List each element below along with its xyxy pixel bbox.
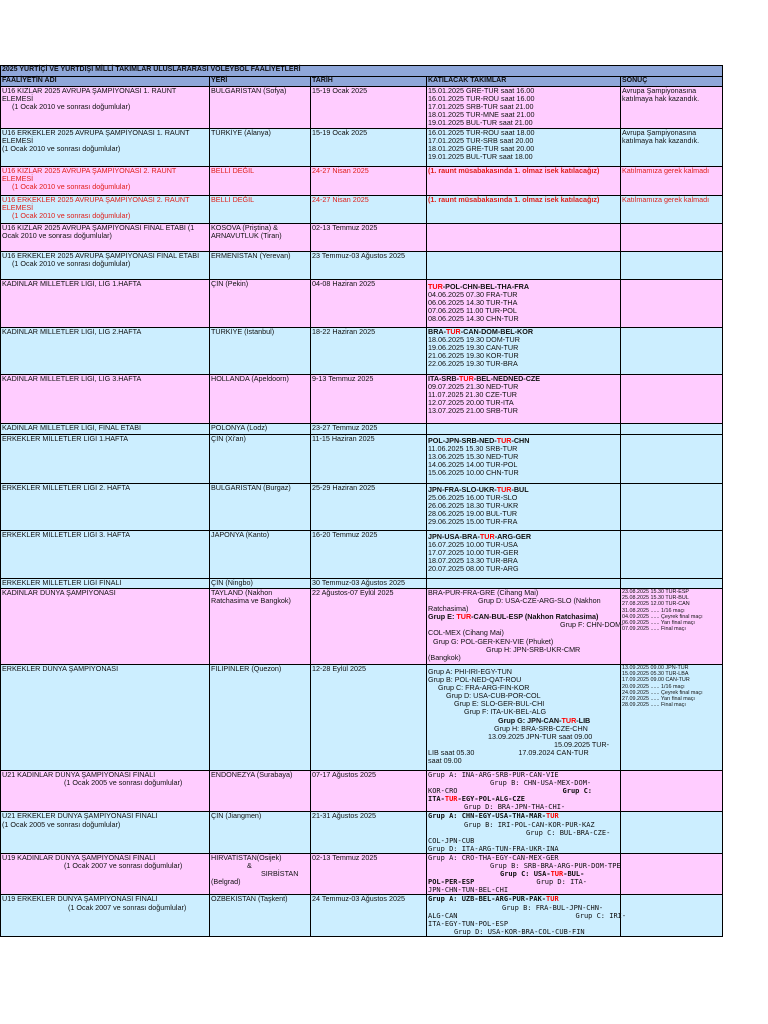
date-cell: 11-15 Haziran 2025 xyxy=(311,435,427,484)
teams-cell xyxy=(427,328,621,375)
table-row xyxy=(1,853,723,894)
schedule-line: 31.08.2025 ...... 1/16 maçı xyxy=(622,607,685,614)
result-cell xyxy=(621,328,723,375)
table-row xyxy=(1,435,723,484)
schedule-line: 07.09.2025 ...... Final maçı xyxy=(622,626,686,633)
table-row xyxy=(1,895,723,937)
group-line: Grup A: UZB-BEL-ARG-PUR-PAK-TUR xyxy=(428,895,559,904)
date-cell: 18-22 Haziran 2025 xyxy=(311,328,427,375)
match-line: 26.06.2025 18.30 TUR-UKR xyxy=(428,501,519,511)
result-cell: Avrupa Şampiyonasına katılmaya hak kazandık. xyxy=(621,129,723,167)
place-cell: ERMENİSTAN (Yerevan) xyxy=(210,252,311,280)
place-cell: ÇİN (Pekin) xyxy=(210,280,311,328)
tur-highlight: TUR xyxy=(496,436,512,445)
header-result: SONUÇ xyxy=(621,77,723,87)
date-cell: 24 Temmuz-03 Ağustos 2025 xyxy=(311,895,427,937)
event-name: U16 ERKEKLER 2025 AVRUPA ŞAMPİYONASI 1. RAUNT ELEMESİ xyxy=(2,128,190,146)
place-cell: BELLİ DEĞİL xyxy=(210,196,311,224)
group-line: Grup A: PHI-IRI-EGY-TUN xyxy=(428,667,513,676)
header-date: TARİH xyxy=(311,77,427,87)
group-line: 15.09.2025 TUR- xyxy=(554,739,610,749)
teams-heading-post: -BUL xyxy=(511,485,529,494)
result-cell xyxy=(621,771,723,812)
group-line: Grup E: TUR-CAN-BUL-ESP (Nakhon Ratchasima) xyxy=(428,612,599,622)
schedule-line: 15.09.2025 05.30 TUR-LBA xyxy=(622,671,689,678)
match-line: 14.06.2025 14.00 TUR-POL xyxy=(428,460,518,470)
place-line: (Belgrad) xyxy=(211,877,241,887)
result-cell xyxy=(621,665,723,771)
table-row xyxy=(1,252,723,280)
event-name: U19 KADINLAR DÜNYA ŞAMPİYONASI FİNALİ xyxy=(2,852,156,862)
date-cell: 15-19 Ocak 2025 xyxy=(311,129,427,167)
group-line: JPN-CHN-TUN-BEL-CHI xyxy=(428,886,509,895)
schedule-line: 17.09.2025 09.00 CAN-TUR xyxy=(622,677,690,684)
result-cell xyxy=(621,812,723,853)
date-cell: 21-31 Ağustos 2025 xyxy=(311,812,427,853)
group-line: Grup A: CHN-EGY-USA-THA-MAR-TUR xyxy=(428,812,559,821)
group-line-part: Grup D: ITA- xyxy=(536,878,587,887)
match-line: 18.06.2025 19.30 DOM-TUR xyxy=(428,335,520,345)
table-row xyxy=(1,129,723,167)
header-place: YERİ xyxy=(210,77,311,87)
table-row xyxy=(1,224,723,252)
event-note: (1 Ocak 2010 ve sonrası doğumlular) xyxy=(12,182,131,192)
date-cell: 22 Ağustos-07 Eylül 2025 xyxy=(311,589,427,665)
teams-heading-pre: JPN-USA-BRA- xyxy=(428,532,480,541)
place-cell: BULGARİSTAN (Burgaz) xyxy=(210,484,311,531)
match-line: 28.06.2025 19.00 BUL-TUR xyxy=(428,509,518,519)
group-line-part: 17.09.2024 CAN-TUR xyxy=(518,747,589,757)
tur-highlight: TUR xyxy=(444,795,458,804)
match-line: 15.06.2025 10.00 CHN-TUR xyxy=(428,468,519,478)
event-name: U16 KIZLAR 2025 AVRUPA ŞAMPİYONASI FİNAL ETABI (1 xyxy=(2,223,195,232)
place-cell: HOLLANDA (Apeldoorn) xyxy=(210,375,311,424)
table-row xyxy=(1,484,723,531)
match-line: 07.06.2025 11.00 TUR-POL xyxy=(428,306,517,316)
event-name: U19 ERKEKLER DÜNYA ŞAMPİYONASI FİNALİ xyxy=(2,894,158,904)
table-row xyxy=(1,531,723,579)
place-cell: TÜRKİYE (Alanya) xyxy=(210,129,311,167)
teams-heading-pre: ITA-SRB- xyxy=(428,374,460,383)
date-cell: 25-29 Haziran 2025 xyxy=(311,484,427,531)
place-cell: ÇİN (Jiangmen) xyxy=(210,812,311,853)
event-cell xyxy=(1,224,210,252)
table-row xyxy=(1,196,723,224)
group-line: Grup C: BUL-BRA-CZE- xyxy=(526,828,611,837)
place-cell: TAYLAND (Nakhon Ratchasima ve Bangkok) xyxy=(210,589,311,665)
group-line: Grup C: FRA-ARG-FIN-KOR xyxy=(438,683,530,693)
place-cell xyxy=(210,853,311,894)
result-cell xyxy=(621,252,723,280)
teams-cell xyxy=(427,665,621,771)
schedule-line: 27.08.2025 12.00 TUR-CAN xyxy=(622,601,690,608)
teams-heading-pre: BRA- xyxy=(428,327,446,336)
table-row xyxy=(1,812,723,853)
group-line: Grup H: JPN-SRB-UKR-CMR xyxy=(486,644,581,654)
place-cell: ÇİN (Ningbo) xyxy=(210,579,311,589)
date-cell: 24-27 Nisan 2025 xyxy=(311,196,427,224)
match-line: 15.01.2025 GRE-TUR saat 16.00 xyxy=(428,86,535,95)
teams-cell xyxy=(427,375,621,424)
table-row xyxy=(1,375,723,424)
group-line: Grup D: USA-CZE-ARG-SLO (Nakhon xyxy=(478,596,601,606)
event-cell xyxy=(1,129,210,167)
group-line-part: KOR-CRO xyxy=(428,787,458,796)
match-line: 16.07.2025 10.00 TUR-USA xyxy=(428,540,518,550)
group-line: Grup D: USA-KOR-BRA-COL-CUB-FIN xyxy=(454,927,585,936)
group-line: 13.09.2025 JPN-TUR saat 09.00 xyxy=(488,731,593,741)
result-cell xyxy=(621,280,723,328)
schedule-line: 28.09.2025 ...... Final maçı xyxy=(622,702,686,709)
teams-cell xyxy=(427,129,621,167)
group-line: (Bangkok) xyxy=(428,652,461,662)
group-line: Grup B: IRI-POL-CAN-KOR-PUR-KAZ xyxy=(464,820,595,829)
group-line: Ratchasima) xyxy=(428,604,469,614)
match-line: 11.06.2025 15.30 SRB-TUR xyxy=(428,444,518,454)
place-cell: BELLİ DEĞİL xyxy=(210,167,311,196)
date-cell: 15-19 Ocak 2025 xyxy=(311,87,427,129)
schedule-line: 13.09.2025 09.00 JPN-TUR xyxy=(622,665,689,671)
tur-highlight: TUR xyxy=(496,485,512,494)
result-cell xyxy=(621,484,723,531)
group-line: ITA-EGY-TUN-POL-ESP xyxy=(428,919,509,928)
table-row xyxy=(1,328,723,375)
event-note: (1 Ocak 2010 ve sonrası doğumlular) xyxy=(2,144,121,154)
place-cell: TÜRKİYE (İstanbul) xyxy=(210,328,311,375)
event-note: (1 Ocak 2010 ve sonrası doğumlular) xyxy=(12,211,131,221)
event-note: Ocak 2010 ve sonrası doğumlular) xyxy=(2,231,112,241)
teams-cell xyxy=(427,424,621,435)
teams-cell xyxy=(427,87,621,129)
group-line xyxy=(428,911,627,920)
match-line: 20.07.2025 08.00 TUR-ARG xyxy=(428,564,519,574)
date-cell: 30 Temmuz-03 Ağustos 2025 xyxy=(311,579,427,589)
teams-cell xyxy=(427,280,621,328)
date-cell: 02-13 Temmuz 2025 xyxy=(311,224,427,252)
group-line: COL-JPN-CUB xyxy=(428,836,475,845)
event-cell: KADINLAR MİLLETLER LİGİ, LİG 2.HAFTA xyxy=(1,328,210,375)
place-cell: JAPONYA (Kanto) xyxy=(210,531,311,579)
group-line: Grup A: CRO-THA-EGY-CAN-MEX-GER xyxy=(428,853,559,862)
match-line: 13.07.2025 21.00 SRB-TUR xyxy=(428,406,518,416)
result-cell: Katılmamıza gerek kalmadı xyxy=(621,167,723,196)
date-cell: 16-20 Temmuz 2025 xyxy=(311,531,427,579)
place-cell: POLONYA (Lodz) xyxy=(210,424,311,435)
event-name: U16 KIZLAR 2025 AVRUPA ŞAMPİYONASI 2. RAUNT ELEMESİ xyxy=(2,166,177,184)
table-row xyxy=(1,424,723,435)
result-cell xyxy=(621,531,723,579)
match-line: 17.01.2025 SRB-TUR saat 21.00 xyxy=(428,102,534,112)
date-cell: 07-17 Ağustos 2025 xyxy=(311,771,427,812)
result-cell xyxy=(621,224,723,252)
group-line: Grup B: CHN-USA-MEX-DOM- xyxy=(490,779,592,788)
tur-highlight: TUR xyxy=(459,374,474,383)
result-cell: Katılmamıza gerek kalmadı xyxy=(621,196,723,224)
result-cell xyxy=(621,589,723,665)
event-name: U21 KADINLAR DÜNYA ŞAMPİYONASI FİNALİ xyxy=(2,770,156,779)
teams-cell xyxy=(427,484,621,531)
date-cell: 24-27 Nisan 2025 xyxy=(311,167,427,196)
event-cell xyxy=(1,771,210,812)
result-cell xyxy=(621,579,723,589)
table-row xyxy=(1,771,723,812)
place-line: HIRVATİSTAN(Osijek) xyxy=(211,852,282,862)
match-line: 29.06.2025 15.00 TUR-FRA xyxy=(428,517,518,527)
event-cell xyxy=(1,87,210,129)
group-line-part: ALG-CAN xyxy=(428,911,458,920)
event-cell: ERKEKLER MİLLETLER LİGİ FİNALİ xyxy=(1,579,210,589)
event-cell: ERKEKLER MİLLETLER LİGİ 1.HAFTA xyxy=(1,435,210,484)
sheet-title-row xyxy=(1,66,723,77)
schedule-line: 25.08.2025 15.30 TUR-BUL xyxy=(622,595,689,602)
tur-highlight: TUR xyxy=(479,532,495,541)
group-line xyxy=(428,878,619,886)
event-name: U16 ERKEKLER 2025 AVRUPA ŞAMPİYONASI 2. RAUNT ELEMESİ xyxy=(2,195,190,213)
group-line: Grup E: SLO-GER-BUL-CHI xyxy=(454,699,545,709)
teams-heading-post: -POL-CHN-BEL-THA-FRA xyxy=(442,282,530,291)
result-cell xyxy=(621,424,723,435)
group-line-part: POL-PER-ESP xyxy=(428,878,475,887)
teams-cell xyxy=(427,435,621,484)
group-line: Grup G: POL-GER-KEN-VIE (Phuket) xyxy=(433,636,554,646)
teams-heading-pre: JPN-FRA-SLO-UKR- xyxy=(428,485,497,494)
result-cell: Avrupa Şampiyonasına katılmaya hak kazandık. xyxy=(621,87,723,129)
match-line: 18.01.2025 GRE-TUR saat 20.00 xyxy=(428,144,535,154)
event-cell: KADINLAR MİLLETLER LİGİ, LİG 1.HAFTA xyxy=(1,280,210,328)
teams-cell xyxy=(427,812,621,853)
event-note: (1 Ocak 2005 ve sonrası doğumlular) xyxy=(2,819,121,829)
date-cell: 12-28 Eylül 2025 xyxy=(311,665,427,771)
group-line-part: Grup C: IRI- xyxy=(575,911,627,920)
event-cell xyxy=(1,895,210,937)
event-cell xyxy=(1,252,210,280)
event-cell xyxy=(1,853,210,894)
date-cell: 23-27 Temmuz 2025 xyxy=(311,424,427,435)
match-line: 08.06.2025 14.30 CHN-TUR xyxy=(428,314,519,324)
teams-heading-post: -ARG-GER xyxy=(494,532,532,541)
table-row xyxy=(1,665,723,771)
teams-heading-post: -BEL-NEDNED-CZE xyxy=(473,374,541,383)
group-line: Grup D: ITA-ARG-TUN-FRA-UKR-INA xyxy=(428,844,559,853)
place-cell: ÇİN (Xi'an) xyxy=(210,435,311,484)
teams-cell xyxy=(427,771,621,812)
place-cell: BULGARİSTAN (Sofya) xyxy=(210,87,311,129)
event-note: (1 Ocak 2010 ve sonrası doğumlular) xyxy=(12,259,131,269)
event-cell: ERKEKLER MİLLETLER LİGİ 3. HAFTA xyxy=(1,531,210,579)
sheet-title: 2025 YURTİÇİ VE YURTDIŞI MİLLİ TAKIMLAR ULUSLARARASI VOLEYBOL FAALİYETLERİ xyxy=(1,66,723,77)
tur-highlight: TUR xyxy=(546,812,559,821)
table-row xyxy=(1,280,723,328)
schedule-line: 04.09.2025 ...... Çeyrek final maçı xyxy=(622,613,703,620)
result-cell xyxy=(621,435,723,484)
teams-cell xyxy=(427,224,621,252)
place-cell: KOSOVA (Priştina) & ARNAVUTLUK (Tiran) xyxy=(210,224,311,252)
activities-table xyxy=(0,65,723,937)
group-line: Grup D: BRA-JPN-THA-CHI- xyxy=(464,803,566,812)
group-line: Grup C: USA-TUR-BUL- xyxy=(500,870,585,879)
event-name: U16 KIZLAR 2025 AVRUPA ŞAMPİYONASI 1. RAUNT ELEMESİ xyxy=(2,86,177,104)
tur-highlight: TUR xyxy=(546,895,559,904)
teams-heading-pre: POL-JPN-SRB-NED- xyxy=(428,436,497,445)
group-line: Grup H: BRA-SRB-CZE-CHN xyxy=(494,723,588,733)
tur-highlight: TUR xyxy=(561,715,577,725)
tur-highlight: TUR xyxy=(456,612,472,622)
group-line xyxy=(428,787,619,795)
spreadsheet xyxy=(0,65,722,937)
event-cell: KADINLAR DÜNYA ŞAMPİYONASI xyxy=(1,589,210,665)
event-cell: ERKEKLER DÜNYA ŞAMPİYONASI xyxy=(1,665,210,771)
match-line: 11.07.2025 21.30 CZE-TUR xyxy=(428,390,517,400)
date-cell: 04-08 Haziran 2025 xyxy=(311,280,427,328)
teams-cell xyxy=(427,895,627,937)
table-row xyxy=(1,589,723,665)
tur-highlight: TUR xyxy=(428,282,443,291)
teams-cell xyxy=(427,579,621,589)
match-line: 17.01.2025 TUR-SRB saat 20.00 xyxy=(428,136,534,146)
event-cell: ERKEKLER MİLLETLER LİGİ 2. HAFTA xyxy=(1,484,210,531)
tur-highlight: TUR xyxy=(550,870,564,879)
group-line: Grup F: ITA-UK-BEL-ALG xyxy=(464,707,547,717)
result-cell xyxy=(621,895,723,937)
event-cell xyxy=(1,167,210,196)
result-cell xyxy=(621,853,723,894)
event-cell xyxy=(1,196,210,224)
match-line: 12.07.2025 20.00 TUR-ITA xyxy=(428,398,514,408)
group-line: Grup D: USA-CUB-POR-COL xyxy=(446,691,541,701)
place-cell: ÖZBEKİSTAN (Taşkent) xyxy=(210,895,311,937)
match-line: 18.01.2025 TUR-MNE saat 21.00 xyxy=(428,110,535,120)
table-row xyxy=(1,87,723,129)
place-cell: FİLİPİNLER (Quezon) xyxy=(210,665,311,771)
table-row xyxy=(1,167,723,196)
group-line: Grup B: FRA-BUL-JPN-CHN- xyxy=(502,903,604,912)
event-cell xyxy=(1,812,210,853)
teams-cell xyxy=(427,252,621,280)
schedule-line: 23.08.2025 15.30 TUR-ESP xyxy=(622,589,690,595)
match-line: 06.06.2025 14.30 TUR-THA xyxy=(428,298,518,308)
match-line: 09.07.2025 21.30 NED-TUR xyxy=(428,382,519,392)
match-line: 21.06.2025 19.30 KOR-TUR xyxy=(428,351,519,361)
schedule-line: 24.09.2025 ...... Çeyrek final maçı xyxy=(622,689,703,696)
result-cell xyxy=(621,375,723,424)
group-line: Grup F: CHN-DOM- xyxy=(560,620,624,630)
match-line: 19.01.2025 BUL-TUR saat 18.00 xyxy=(428,152,533,162)
group-line: Grup B: POL-NED-QAT-ROU xyxy=(428,675,522,685)
date-cell: 02-13 Temmuz 2025 xyxy=(311,853,427,894)
match-line: 16.01.2025 TUR-ROU saat 16.00 xyxy=(428,94,535,104)
teams-cell: (1. raunt müsabakasında 1. olmaz isek katılacağız) xyxy=(427,167,621,196)
place-cell: ENDONEZYA (Surabaya) xyxy=(210,771,311,812)
header-teams: KATILACAK TAKIMLAR xyxy=(427,77,621,87)
event-name: U21 ERKEKLER DÜNYA ŞAMPİYONASI FİNALİ xyxy=(2,811,158,821)
teams-heading-post: -CHN xyxy=(511,436,530,445)
match-line: 19.06.2025 19.30 CAN-TUR xyxy=(428,343,519,353)
place-line: & xyxy=(247,861,252,871)
group-line: Grup A: INA-ARG-SRB-PUR-CAN-VIE xyxy=(428,771,559,779)
schedule-line: 20.09.2025 ...... 1/16 maçı xyxy=(622,683,685,690)
place-line: SIRBİSTAN xyxy=(261,869,299,879)
schedule-line: 06.09.2025 ...... Yarı final maçı xyxy=(622,620,695,627)
match-line: 17.07.2025 10.00 TUR-GER xyxy=(428,548,519,558)
date-cell: 23 Temmuz-03 Ağustos 2025 xyxy=(311,252,427,280)
match-line: 18.07.2025 13.30 TUR-BRA xyxy=(428,556,518,566)
table-row xyxy=(1,579,723,589)
header-event: FAALİYETİN ADI xyxy=(1,77,210,87)
group-line: Grup G: JPN-CAN-TUR-LIB xyxy=(498,715,591,725)
header-row xyxy=(1,77,723,87)
tur-highlight: TUR xyxy=(445,327,461,336)
match-line: 04.06.2025 07.30 FRA-TUR xyxy=(428,290,518,300)
group-line: BRA-PUR-FRA-GRE (Cihang Mai) xyxy=(428,588,539,597)
event-cell: KADINLAR MİLLETLER LİGİ, FİNAL ETABI xyxy=(1,424,210,435)
match-line: 22.06.2025 19.30 TUR-BRA xyxy=(428,359,518,369)
group-line: Grup B: SRB-BRA-ARG-PUR-DOM-TPE xyxy=(490,862,621,871)
match-line: 19.01.2025 BUL-TUR saat 21.00 xyxy=(428,118,533,128)
event-cell: KADINLAR MİLLETLER LİGİ, LİG 3.HAFTA xyxy=(1,375,210,424)
teams-cell xyxy=(427,588,624,665)
event-note: (1 Ocak 2007 ve sonrası doğumlular) xyxy=(64,861,183,871)
event-note: (1 Ocak 2005 ve sonrası doğumlular) xyxy=(64,778,183,788)
group-line-part: Grup C: xyxy=(562,787,593,796)
teams-cell xyxy=(427,853,621,894)
date-cell: 9-13 Temmuz 2025 xyxy=(311,375,427,424)
match-line: 16.01.2025 TUR-ROU saat 18.00 xyxy=(428,128,535,137)
teams-heading-post: -CAN-DOM-BEL-KOR xyxy=(460,327,534,336)
group-line: ITA-TUR-EGY-POL-ALG-CZE xyxy=(428,795,525,804)
group-line: saat 09.00 xyxy=(428,756,462,766)
match-line: 25.06.2025 16.00 TUR-SLO xyxy=(428,493,518,503)
event-name: U16 ERKEKLER 2025 AVRUPA ŞAMPİYONASI FİNAL ETABI xyxy=(2,251,200,260)
match-line: 13.06.2025 15.30 NED-TUR xyxy=(428,452,519,462)
teams-cell xyxy=(427,531,621,579)
group-line: COL-MEX (Cihang Mai) xyxy=(428,628,504,638)
group-line-part: LIB saat 05.30 xyxy=(428,747,475,757)
event-note: (1 Ocak 2010 ve sonrası doğumlular) xyxy=(12,102,131,112)
event-note: (1 Ocak 2007 ve sonrası doğumlular) xyxy=(68,902,187,912)
schedule-line: 27.09.2025 ...... Yarı final maçı xyxy=(622,696,695,703)
teams-cell: (1. raunt müsabakasında 1. olmaz isek katılacağız) xyxy=(427,196,621,224)
